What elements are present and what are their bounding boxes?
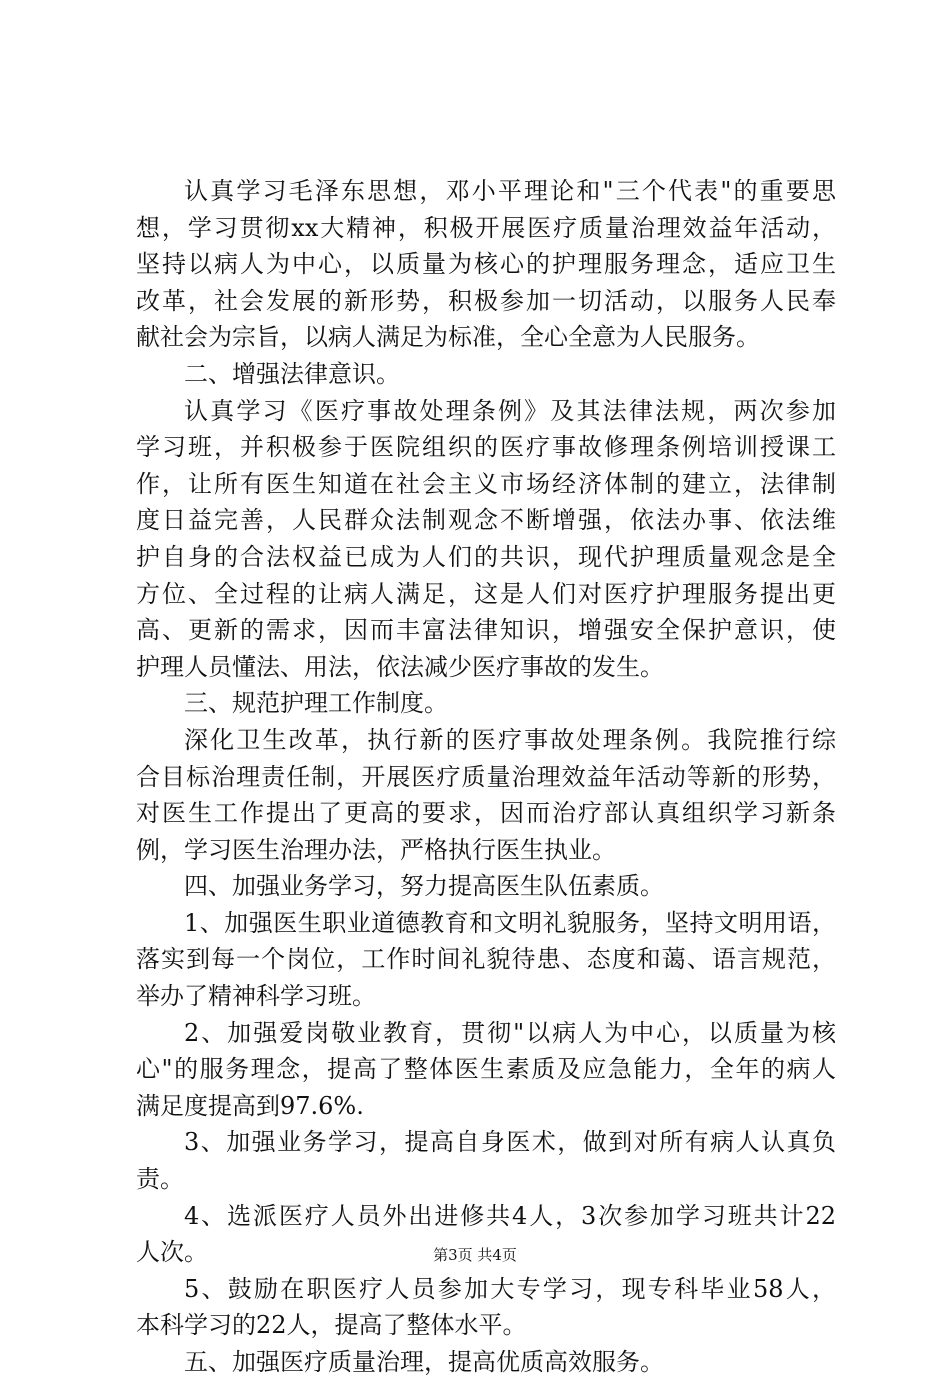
- text-line: 改革，社会发展的新形势，积极参加一切活动，以服务人民奉: [136, 286, 836, 315]
- text-line: 深化卫生改革，执行新的医疗事故处理条例。我院推行综: [184, 725, 836, 754]
- text-line: 例，学习医生治理办法，严格执行医生执业。: [136, 835, 616, 864]
- text-line: 作，让所有医生知道在社会主义市场经济体制的建立，法律制: [136, 469, 836, 498]
- text-line: 对医生工作提出了更高的要求，因而治疗部认真组织学习新条: [136, 799, 836, 828]
- text-line: 满足度提高到97.6%.: [136, 1091, 364, 1120]
- text-line: 想，学习贯彻xx大精神，积极开展医疗质量治理效益年活动，: [136, 213, 836, 242]
- text-line: 4、选派医疗人员外出进修共4人，3次参加学习班共计22: [184, 1201, 836, 1230]
- text-line: 二、增强法律意识。: [184, 359, 400, 388]
- text-line: 护自身的合法权益已成为人们的共识，现代护理质量观念是全: [136, 542, 836, 571]
- text-line: 人次。: [136, 1238, 208, 1267]
- text-line: 本科学习的22人，提高了整体水平。: [136, 1311, 527, 1340]
- text-line: 认真学习《医疗事故处理条例》及其法律法规，两次参加: [184, 396, 836, 425]
- text-line: 献社会为宗旨，以病人满足为标准，全心全意为人民服务。: [136, 323, 760, 352]
- text-line: 五、加强医疗质量治理，提高优质高效服务。: [184, 1348, 664, 1376]
- text-line: 落实到每一个岗位，工作时间礼貌待患、态度和蔼、语言规范，: [136, 945, 836, 974]
- page-footer: 第3页 共4页: [433, 1246, 517, 1264]
- text-line: 心"的服务理念，提高了整体医生素质及应急能力，全年的病人: [136, 1055, 836, 1084]
- text-line: 高、更新的需求，因而丰富法律知识，增强安全保护意识，使: [136, 616, 836, 645]
- text-line: 5、鼓励在职医疗人员参加大专学习，现专科毕业58人，: [184, 1274, 836, 1303]
- text-line: 1、加强医生职业道德教育和文明礼貌服务，坚持文明用语，: [184, 908, 836, 937]
- document-body: [136, 173, 836, 1381]
- text-line: 三、规范护理工作制度。: [184, 689, 448, 718]
- text-line: 学习班，并积极参于医院组织的医疗事故修理条例培训授课工: [136, 433, 836, 462]
- text-line: 坚持以病人为中心，以质量为核心的护理服务理念，适应卫生: [136, 250, 836, 279]
- text-line: 认真学习毛泽东思想，邓小平理论和"三个代表"的重要思: [184, 177, 836, 205]
- text-line: 举办了精神科学习班。: [136, 982, 376, 1011]
- text-line: 3、加强业务学习，提高自身医术，做到对所有病人认真负: [184, 1128, 836, 1157]
- text-line: 责。: [136, 1165, 184, 1194]
- text-line: 护理人员懂法、用法，依法减少医疗事故的发生。: [136, 652, 664, 681]
- text-line: 合目标治理责任制，开展医疗质量治理效益年活动等新的形势，: [136, 762, 836, 791]
- text-line: 2、加强爱岗敬业教育，贯彻"以病人为中心，以质量为核: [184, 1018, 836, 1047]
- text-line: 度日益完善，人民群众法制观念不断增强，依法办事、依法维: [136, 506, 836, 535]
- text-line: 四、加强业务学习，努力提高医生队伍素质。: [184, 872, 664, 901]
- text-line: 方位、全过程的让病人满足，这是人们对医疗护理服务提出更: [136, 579, 836, 608]
